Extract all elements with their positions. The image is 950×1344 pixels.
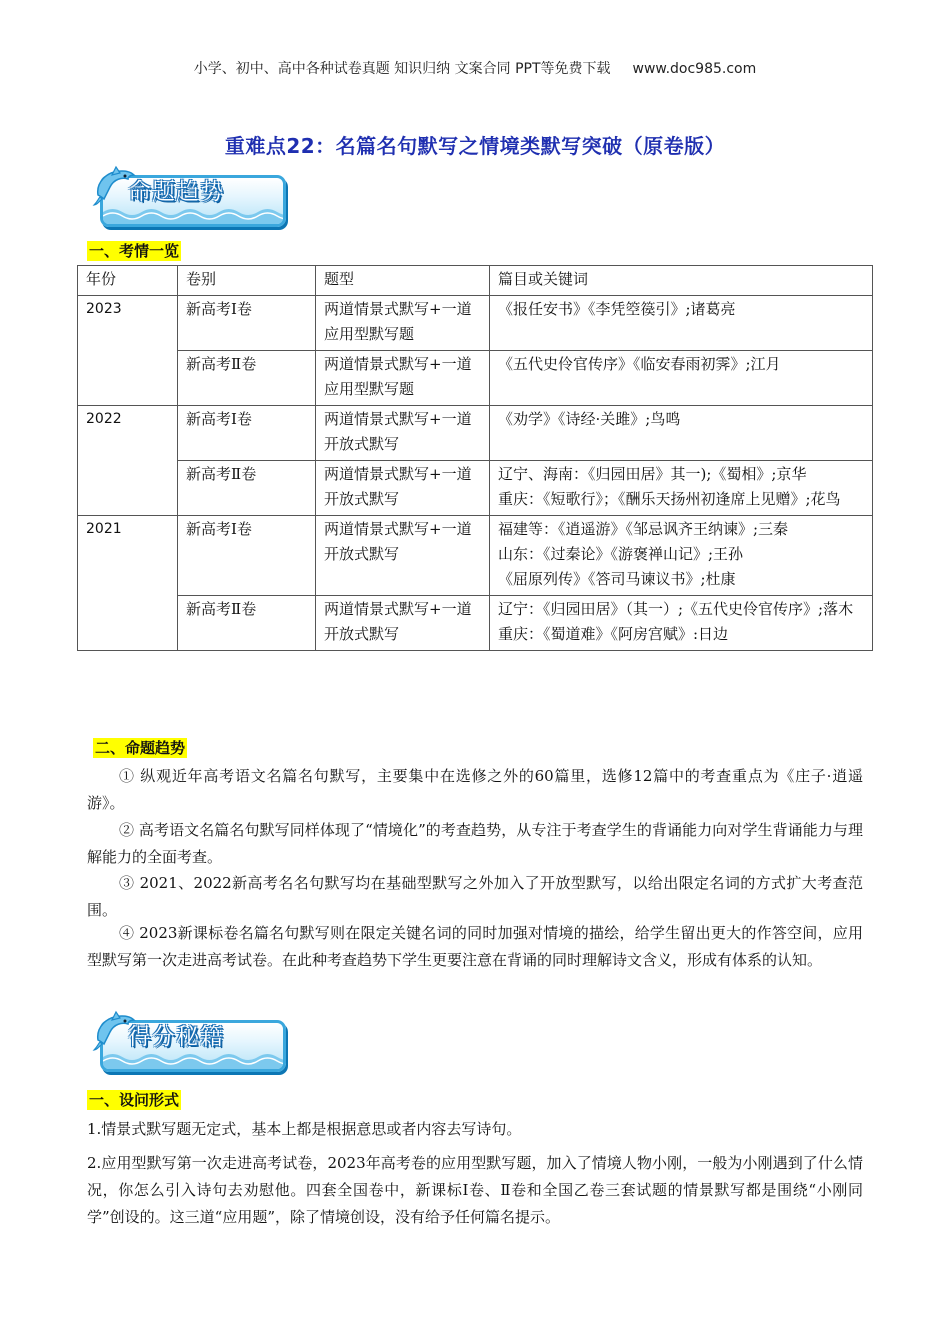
table-row [78,296,873,351]
trend-point: ③ 2021、2022新高考名名句默写均在基础型默写之外加入了开放型默写，以给出限定名词的方式扩大考查范围。 [87,874,863,919]
keyword-line: 《劝学》《诗经·关雎》;鸟鸣 [498,410,681,428]
trend-point: ① 纵观近年高考语文名篇名句默写，主要集中在选修之外的60篇里，选修12篇中的考查重点为《庄子·逍遥游》。 [87,767,863,812]
exam-overview-table [77,265,873,651]
type-cell: 两道情景式默写+一道应用型默写题 [316,351,490,406]
type-cell: 两道情景式默写+一道开放式默写 [316,406,490,461]
banner-label: 命题趋势 [128,179,224,205]
keyword-line: 重庆：《短歌行》；《酬乐天扬州初逢席上见赠》;花鸟 [498,490,841,508]
site-header-text: 小学、初中、高中各种试卷真题 知识归纳 文案合同 PPT等免费下载 [193,61,611,77]
trend-banner [92,165,288,227]
keyword-line: 重庆：《蜀道难》《阿房宫赋》:日边 [498,625,729,643]
question-form-item: 2.应用型默写第一次走进高考试卷，2023年高考卷的应用型默写题，加入了情境人物小刚，一般为小刚遇到了什么情况，你怎么引入诗句去劝慰他。四套全国卷中，新课标Ⅰ卷、Ⅱ卷和全国乙卷三套试题的情景默写都是围绕“小刚同学”创设的。这三道“应用题”，除了情境创设，没有给予任何篇名提示。 [87,1154,863,1226]
keyword-line: 山东：《过秦论》《游褒禅山记》;王孙 [498,545,744,563]
section-heading-overview: 一、考情一览 [89,242,180,260]
year-cell: 2023 [78,296,178,406]
table-row [78,406,873,461]
type-cell: 两道情景式默写+一道应用型默写题 [316,296,490,351]
keyword-line: 《报任安书》《李凭箜篌引》;诸葛亮 [498,300,736,318]
dolphin-icon [92,1010,140,1052]
paper-cell: 新高考Ⅰ卷 [178,406,316,461]
document-title: 重难点22：名篇名句默写之情境类默写突破（原卷版） [224,134,726,158]
table-header-row [78,266,873,296]
site-header [0,58,950,78]
question-form-item: 1.情景式默写题无定式，基本上都是根据意思或者内容去写诗句。 [87,1120,522,1138]
keyword-line: 辽宁、海南：《归园田居》其一);《蜀相》;京华 [498,465,807,483]
year-cell: 2021 [78,516,178,651]
keyword-line: 辽宁：《归园田居》（其一）;《五代史伶官传序》;落木 [498,600,854,618]
keywords-cell [490,406,873,461]
wave-decoration [103,204,283,224]
keywords-cell [490,296,873,351]
keywords-cell [490,351,873,406]
keywords-cell [490,516,873,596]
table-row [78,461,873,516]
dolphin-icon [92,165,140,207]
table-row [78,351,873,406]
header-cell-year: 年份 [78,266,178,296]
banner-label: 得分秘籍 [128,1024,224,1050]
trend-point: ② 高考语文名篇名句默写同样体现了“情境化”的考查趋势，从专注于考查学生的背诵能力向对学生背诵能力与理解能力的全面考查。 [87,821,863,866]
type-cell: 两道情景式默写+一道开放式默写 [316,516,490,596]
table-row [78,516,873,596]
keywords-cell [490,461,873,516]
section-heading-question-form: 一、设问形式 [89,1091,180,1109]
header-cell-keywords: 篇目或关键词 [490,266,873,296]
paper-cell: 新高考Ⅱ卷 [178,596,316,651]
paper-cell: 新高考Ⅱ卷 [178,351,316,406]
table-row [78,596,873,651]
header-cell-type: 题型 [316,266,490,296]
keywords-cell [490,596,873,651]
trend-point: ④ 2023新课标卷名篇名句默写则在限定关键名词的同时加强对情境的描绘，给学生留出更大的作答空间，应用型默写第一次走进高考试卷。在此种考查趋势下学生更要注意在背诵的同时理解诗文含义，形成有体系的认知。 [87,924,863,969]
keyword-line: 福建等：《逍遥游》《邹忌讽齐王纳谏》;三秦 [498,520,789,538]
wave-decoration [103,1049,283,1069]
secret-banner [92,1010,288,1072]
keyword-line: 《五代史伶官传序》《临安春雨初霁》;江月 [498,355,781,373]
site-url-link[interactable]: www.doc985.com [632,61,757,77]
paper-cell: 新高考Ⅰ卷 [178,516,316,596]
section-heading-trend: 二、命题趋势 [95,739,186,757]
header-cell-paper: 卷别 [178,266,316,296]
paper-cell: 新高考Ⅱ卷 [178,461,316,516]
keyword-line: 《屈原列传》《答司马谏议书》;杜康 [498,570,736,588]
type-cell: 两道情景式默写+一道开放式默写 [316,461,490,516]
year-cell: 2022 [78,406,178,516]
paper-cell: 新高考Ⅰ卷 [178,296,316,351]
type-cell: 两道情景式默写+一道开放式默写 [316,596,490,651]
